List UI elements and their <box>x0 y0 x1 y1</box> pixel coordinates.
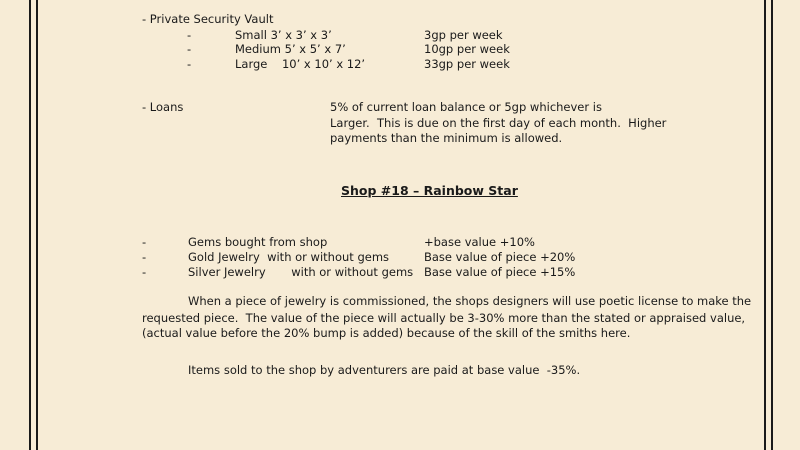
vault-row-dash: - <box>187 57 192 71</box>
shop-paragraph-line: When a piece of jewelry is commissioned, the shops designers will use poetic license to make the <box>188 294 752 308</box>
shop-row-dash: - <box>142 250 147 264</box>
vault-row-size: Medium 5’ x 5’ x 7’ <box>235 42 346 56</box>
shop-note: Items sold to the shop by adventurers are paid at base value -35%. <box>188 363 581 377</box>
shop-row-item: Gems bought from shop <box>188 235 328 249</box>
loans-line: Larger. This is due on the first day of each month. Higher <box>330 116 667 130</box>
vault-row-dash: - <box>187 28 192 42</box>
vault-row-price: 10gp per week <box>424 42 510 56</box>
vault-row-price: 3gp per week <box>424 28 503 42</box>
loans-line: payments than the minimum is allowed. <box>330 131 563 145</box>
vault-row-size: Large 10’ x 10’ x 12’ <box>235 57 366 71</box>
shop-row-dash: - <box>142 265 147 279</box>
shop-row-dash: - <box>142 235 147 249</box>
vault-row-dash: - <box>187 42 192 56</box>
vault-row-price: 33gp per week <box>424 57 510 71</box>
shop-row-value: Base value of piece +15% <box>424 265 576 279</box>
right-border-inner <box>764 0 766 450</box>
shop-row-value: Base value of piece +20% <box>424 250 576 264</box>
shop-paragraph-line: requested piece. The value of the piece will actually be 3-30% more than the stated or appraised value, <box>142 311 746 325</box>
shop-heading: Shop #18 – Rainbow Star <box>341 183 518 198</box>
loans-line: 5% of current loan balance or 5gp whichever is <box>330 100 602 114</box>
vault-row-size: Small 3’ x 3’ x 3’ <box>235 28 332 42</box>
shop-row-value: +base value +10% <box>424 235 535 249</box>
shop-paragraph-line: (actual value before the 20% bump is added) because of the skill of the smiths here. <box>142 326 631 340</box>
left-border-outer <box>29 0 31 450</box>
shop-row-item: Silver Jewelry with or without gems <box>188 265 414 279</box>
vault-title: - Private Security Vault <box>142 12 274 26</box>
loans-label: - Loans <box>142 100 184 114</box>
left-border-inner <box>36 0 38 450</box>
shop-row-item: Gold Jewelry with or without gems <box>188 250 390 264</box>
right-border-outer <box>771 0 773 450</box>
